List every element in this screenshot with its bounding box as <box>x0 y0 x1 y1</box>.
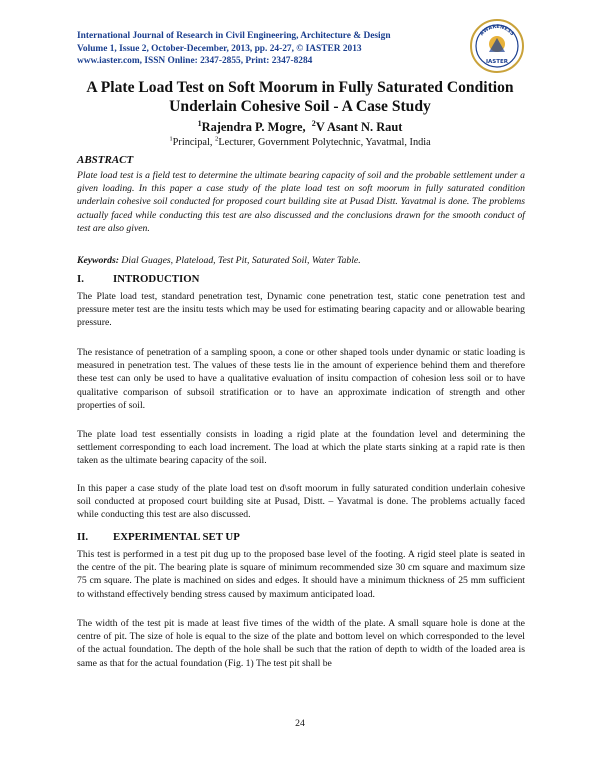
author-list: $^1$Rajendra P. Mogre, $^2$V Asant N. Raut <box>197 118 403 134</box>
section-1-paragraph-1: The Plate load test, standard penetration test, Dynamic cone penetration test, static cone penetration test and pressure meter test are the insitu tests which may be used for estimating bearing capacity and or allowable bearing pressure. <box>77 291 525 329</box>
section-2-paragraph-2: The width of the test pit is made at least five times of the width of the plate. A small square hole is done at the centre of pit. The size of hole is equal to the size of the plate and bottom level on which corresponded to the level of the actual foundation. The depth of the hole shall be such that the ration of depth to width of the loaded area is same as that for the actual foundation (Fig. 1) The test pit shall be <box>77 618 525 669</box>
iaster-logo <box>469 18 525 74</box>
paper-title <box>40 78 560 116</box>
section-2-heading: II. EXPERIMENTAL SET UP <box>77 531 240 543</box>
keywords-text: Dial Guages, Plateload, Test Pit, Saturated Soil, Water Table. <box>118 255 361 266</box>
journal-volume: Volume 1, Issue 2, October-December, 2013, pp. 24-27, © IASTER 2013 <box>77 43 362 54</box>
section-1-paragraph-3: The plate load test essentially consists in loading a rigid plate at the foundation level and determining the settlement corresponding to each load increment. The load at which the plate starts sinking at a rapid rate is then taken as the ultimate bearing capacity of the soil. <box>77 429 525 467</box>
abstract-text: Plate load test is a field test to determine the ultimate bearing capacity of soil and the probable settlement under a given loading. In this paper a case study of the plate load test on soft moorum in fully saturated condition underlain cohesive soil conducted for proposed court building site at Pusad Distt. Yavatmal is done. The problems actually faced while conducting this test are also discussed and the conclusions drawn for the smooth conduct of test are also given. <box>77 170 525 234</box>
page-number: 24 <box>295 718 305 729</box>
keywords <box>77 255 525 266</box>
svg-text:AWARENESS <box>479 24 515 37</box>
section-2-paragraph-1: This test is performed in a test pit dug up to the proposed base level of the footing. A rigid steel plate is seated in the centre of the pit. The bearing plate is square of minimum recommended size 30 cm square and maximum size 75 cm square. The plate is machined on sides and edges. It should have a minimum thickness of 25 mm sufficient to withstand effectively bending stress caused by maximum anticipated load. <box>77 549 525 600</box>
title-line-2: Underlain Cohesive Soil - A Case Study <box>169 98 431 115</box>
keywords-label: Keywords: <box>77 255 119 266</box>
section-1-paragraph-2: The resistance of penetration of a sampling spoon, a cone or other shaped tools under dynamic or static loading is measured in penetration test. The values of these tests lie in the amount of experience behind them and therefore these test can only be used to have a qualitative evaluation of insitu compaction of cohesion less soil or to have qualitative comparison of subsoil stratification or to have an approximate indication of strength and other properties of soil. <box>77 347 525 411</box>
logo-bottom-text: IASTER <box>485 59 509 65</box>
section-1-heading: I. INTRODUCTION <box>77 273 200 285</box>
title-line-1: A Plate Load Test on Soft Moorum in Fully Saturated Condition <box>86 79 514 96</box>
journal-name: International Journal of Research in Civil Engineering, Architecture & Design <box>77 31 391 41</box>
author-2: V Asant N. Raut <box>315 120 403 134</box>
abstract-heading: ABSTRACT <box>77 154 134 166</box>
journal-header <box>77 30 497 68</box>
logo-top-text: AWARENESS <box>479 23 515 38</box>
section-1-paragraph-4: In this paper a case study of the plate load test on d\soft moorum in fully saturated condition underlain cohesive soil conducted at proposed court building site at Pusad, Distt. – Yavatmal is done. The problems actually faced while conducting this test are also discussed. <box>77 483 525 521</box>
author-1: Rajendra P. Mogre, <box>201 120 306 134</box>
journal-issn: www.iaster.com, ISSN Online: 2347-2855, Print: 2347-8284 <box>77 56 313 67</box>
affiliations: $^1$Principal, $^2$Lecturer, Government Polytechnic, Yavatmal, India <box>169 135 431 148</box>
